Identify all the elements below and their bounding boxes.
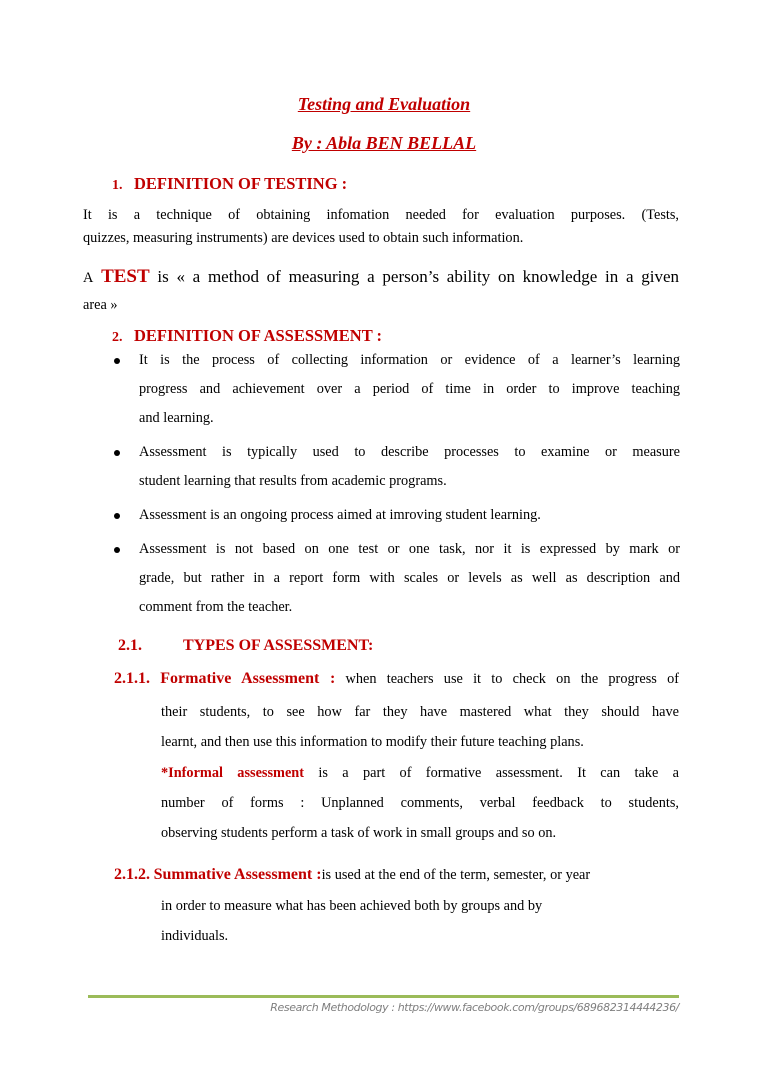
document-title: Testing and Evaluation (297, 94, 471, 114)
summative-continuation (161, 891, 679, 951)
bullet-line: student learning that results from academic programs. (139, 473, 447, 489)
section-2-heading (112, 326, 382, 348)
bullet-line: grade, but rather in a report form with scales or levels as well as description and (139, 570, 680, 586)
formative-first-line (114, 664, 679, 694)
test-definition (83, 263, 679, 319)
formative-text: when teachers use it to check on the progress of (335, 671, 679, 687)
informal-assessment-block (161, 758, 679, 848)
bullet-item (110, 438, 680, 496)
informal-line: observing students perform a task of work in small groups and so on. (161, 825, 557, 841)
test-definition-line-2: area » (83, 297, 118, 313)
assessment-bullet-list (110, 346, 680, 627)
test-keyword: TEST (101, 266, 150, 287)
bullet-icon (114, 450, 120, 456)
bullet-icon (114, 547, 120, 553)
summative-line: in order to measure what has been achieved both by groups and by (161, 898, 543, 914)
summative-label: Summative Assessment : (153, 866, 322, 883)
test-prefix: A (83, 270, 94, 286)
section-1-heading (112, 174, 347, 196)
paragraph-line: quizzes, measuring instruments) are devices used to obtain such information. (83, 230, 524, 246)
footer-divider (88, 995, 679, 998)
testing-definition-paragraph (83, 204, 679, 250)
bullet-line: comment from the teacher. (139, 599, 293, 615)
section-1-title: DEFINITION OF TESTING : (134, 174, 348, 193)
bullet-item (110, 346, 680, 433)
bullet-item (110, 535, 680, 622)
summative-line: individuals. (161, 928, 229, 944)
formative-label: Formative Assessment : (160, 670, 336, 687)
test-definition-text: is « a method of measuring a person’s ability on knowledge in a given (149, 267, 680, 286)
formative-number: 2.1.1. (114, 670, 150, 687)
bullet-icon (114, 513, 120, 519)
section-2-1-title: TYPES OF ASSESSMENT: (183, 637, 374, 654)
section-2-1-number: 2.1. (118, 637, 142, 654)
formative-continuation (161, 697, 679, 757)
summative-first-line (114, 860, 679, 890)
bullet-line: Assessment is an ongoing process aimed at imroving student learning. (139, 507, 541, 523)
summative-number: 2.1.2. (114, 866, 150, 883)
section-1-number: 1. (112, 178, 123, 193)
bullet-line: Assessment is not based on one test or one task, nor it is expressed by mark or (139, 541, 680, 557)
informal-line: number of forms : Unplanned comments, verbal feedback to students, (161, 795, 679, 811)
bullet-line: progress and achievement over a period of time in order to improve teaching (139, 381, 680, 397)
bullet-line: Assessment is typically used to describe processes to examine or measure (139, 444, 680, 460)
summative-text: is used at the end of the term, semester, or year (321, 867, 591, 883)
footer-text: Research Methodology : https://www.facebook.com/groups/689682314444236/ (270, 1001, 679, 1014)
paragraph-line: It is a technique of obtaining infomation needed for evaluation purposes. (Tests, (83, 207, 679, 223)
informal-text: is a part of formative assessment. It can take a (304, 765, 679, 781)
formative-assessment-block (114, 664, 679, 694)
summative-assessment-block (114, 860, 679, 890)
bullet-item (110, 501, 680, 530)
bullet-icon (114, 358, 120, 364)
test-definition-line (83, 263, 679, 292)
section-2-title: DEFINITION OF ASSESSMENT : (134, 326, 383, 345)
bullet-line: It is the process of collecting information or evidence of a learner’s learning (139, 352, 680, 368)
section-2-1-heading (118, 636, 373, 656)
author-line: By : Abla BEN BELLAL (291, 133, 477, 153)
section-2-number: 2. (112, 330, 123, 345)
formative-line: learnt, and then use this information to modify their future teaching plans. (161, 734, 584, 750)
bullet-line: and learning. (139, 410, 214, 426)
informal-label: *Informal assessment (161, 765, 305, 781)
formative-line: their students, to see how far they have mastered what they should have (161, 704, 679, 720)
informal-first-line (161, 758, 679, 788)
